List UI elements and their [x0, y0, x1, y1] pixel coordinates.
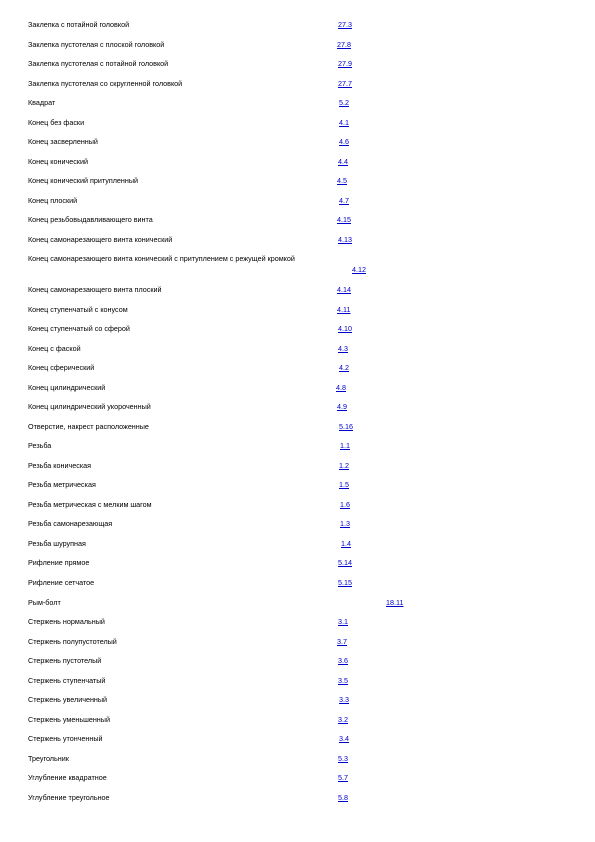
index-reference-link[interactable]: 4.15	[337, 215, 351, 224]
index-reference-link[interactable]: 5.2	[339, 98, 349, 107]
index-term: Резьба	[28, 441, 52, 450]
index-reference-link[interactable]: 5.14	[338, 558, 352, 567]
index-term: Отверстие, накрест расположенные	[28, 422, 149, 431]
index-reference-link[interactable]: 4.6	[339, 137, 349, 146]
index-term: Рифление прямое	[28, 558, 90, 567]
index-reference-link[interactable]: 27.9	[338, 59, 352, 68]
index-reference-link[interactable]: 4.5	[337, 176, 347, 185]
index-reference-link[interactable]: 4.8	[336, 383, 346, 392]
index-term: Резьба метрическая с мелким шагом	[28, 500, 152, 509]
index-reference-link[interactable]: 27.3	[338, 20, 352, 29]
index-reference-link[interactable]: 4.2	[339, 363, 349, 372]
index-reference-link[interactable]: 3.1	[338, 617, 348, 626]
index-reference-link[interactable]: 27.7	[338, 79, 352, 88]
index-reference-link[interactable]: 4.13	[338, 235, 352, 244]
index-reference-link[interactable]: 1.4	[341, 539, 351, 548]
index-term: Конец самонарезающего винта плоский	[28, 285, 162, 294]
index-reference-link[interactable]: 4.3	[338, 344, 348, 353]
index-reference-link[interactable]: 4.14	[337, 285, 351, 294]
index-term: Резьба шурупная	[28, 539, 86, 548]
index-term: Конец без фаски	[28, 118, 85, 127]
index-reference-link[interactable]: 4.9	[337, 402, 347, 411]
index-term: Рым-болт	[28, 598, 61, 607]
index-reference-link[interactable]: 4.12	[352, 265, 366, 274]
index-reference-link[interactable]: 1.2	[339, 461, 349, 470]
index-reference-link[interactable]: 18.11	[386, 598, 404, 607]
index-reference-link[interactable]: 1.1	[340, 441, 350, 450]
index-term: Стержень ступенчатый	[28, 676, 106, 685]
index-term: Стержень пустотелый	[28, 656, 102, 665]
index-term: Заклепка пустотелая с потайной головкой	[28, 59, 169, 68]
index-reference-link[interactable]: 4.1	[339, 118, 349, 127]
index-term: Конец самонарезающего винта конический с притуплением с режущей кромкой	[28, 254, 295, 263]
index-term: Конец плоский	[28, 196, 78, 205]
index-reference-link[interactable]: 4.11	[337, 305, 351, 314]
index-reference-link[interactable]: 1.6	[340, 500, 350, 509]
index-reference-link[interactable]: 4.10	[338, 324, 352, 333]
index-term: Углубление треугольное	[28, 793, 110, 802]
index-term: Конец цилиндрический укороченный	[28, 402, 151, 411]
index-term: Квадрат	[28, 98, 56, 107]
index-term: Конец конический	[28, 157, 88, 166]
index-reference-link[interactable]: 5.16	[339, 422, 353, 431]
index-reference-link[interactable]: 4.7	[339, 196, 349, 205]
index-reference-link[interactable]: 5.3	[338, 754, 348, 763]
index-term: Заклепка с потайной головкой	[28, 20, 130, 29]
index-term: Конец с фаской	[28, 344, 81, 353]
index-term: Конец засверленный	[28, 137, 98, 146]
index-term: Заклепка пустотелая со скругленной головкой	[28, 79, 183, 88]
index-term: Резьба метрическая	[28, 480, 96, 489]
index-term: Стержень уменьшенный	[28, 715, 110, 724]
index-reference-link[interactable]: 3.4	[339, 734, 349, 743]
index-term: Стержень утонченный	[28, 734, 103, 743]
index-term: Треугольник	[28, 754, 69, 763]
index-reference-link[interactable]: 4.4	[338, 157, 348, 166]
index-term: Конец ступенчатый со сферой	[28, 324, 130, 333]
index-reference-link[interactable]: 3.3	[339, 695, 349, 704]
index-term: Углубление квадратное	[28, 773, 107, 782]
index-reference-link[interactable]: 5.8	[338, 793, 348, 802]
index-reference-link[interactable]: 3.6	[338, 656, 348, 665]
index-term: Конец сферический	[28, 363, 95, 372]
index-term: Стержень нормальный	[28, 617, 105, 626]
index-term: Конец цилиндрический	[28, 383, 106, 392]
index-reference-link[interactable]: 1.5	[339, 480, 349, 489]
index-reference-link[interactable]: 3.7	[337, 637, 347, 646]
index-term: Конец ступенчатый с конусом	[28, 305, 128, 314]
index-term: Резьба самонарезающая	[28, 519, 113, 528]
index-reference-link[interactable]: 1.3	[340, 519, 350, 528]
index-term: Заклепка пустотелая с плоской головкой	[28, 40, 165, 49]
index-reference-link[interactable]: 5.15	[338, 578, 352, 587]
index-term: Стержень увеличенный	[28, 695, 108, 704]
index-term: Конец резьбовыдавливающего винта	[28, 215, 153, 224]
index-term: Конец конический притупленный	[28, 176, 139, 185]
index-term: Стержень полупустотелый	[28, 637, 117, 646]
index-reference-link[interactable]: 27.8	[337, 40, 351, 49]
index-reference-link[interactable]: 3.5	[338, 676, 348, 685]
index-term: Резьба коническая	[28, 461, 92, 470]
index-term: Конец самонарезающего винта конический	[28, 235, 173, 244]
index-term: Рифление сетчатое	[28, 578, 95, 587]
index-reference-link[interactable]: 3.2	[338, 715, 348, 724]
index-reference-link[interactable]: 5.7	[338, 773, 348, 782]
